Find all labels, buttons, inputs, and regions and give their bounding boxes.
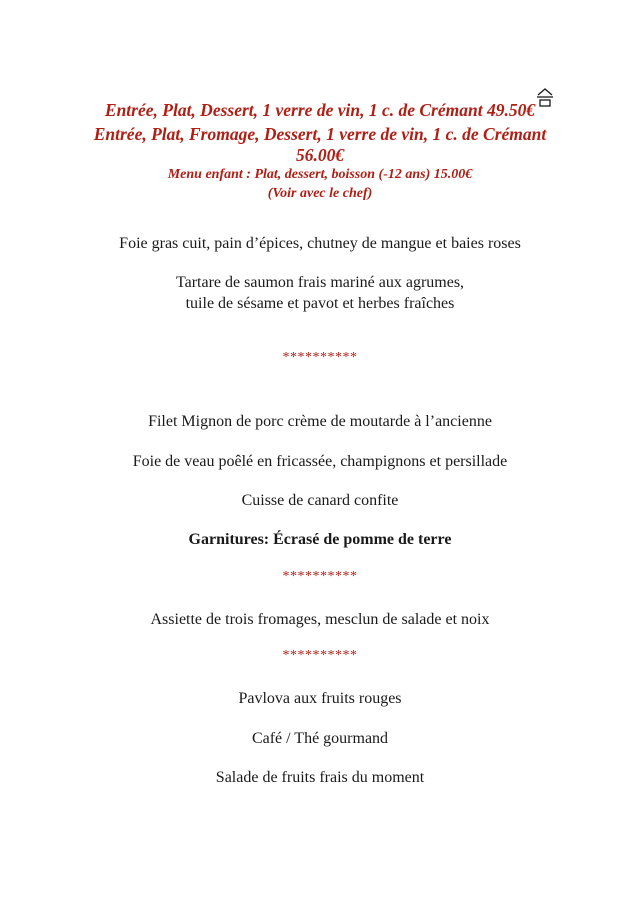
- main-cuisse-canard: Cuisse de canard confite: [241, 492, 399, 509]
- starter-foie-gras: Foie gras cuit, pain d’épices, chutney de mangue et baies roses: [119, 235, 521, 252]
- dessert-pavlova: Pavlova aux fruits rouges: [238, 690, 402, 707]
- separator-2: **********: [282, 569, 358, 584]
- separator-3: **********: [282, 648, 358, 663]
- formula-chef-note: (Voir avec le chef): [267, 186, 373, 201]
- formula-line-1: Entrée, Plat, Dessert, 1 verre de vin, 1 c. de Crémant 49.50€: [104, 100, 536, 120]
- separator-1: **********: [282, 350, 358, 365]
- house-outline-icon: [534, 86, 556, 108]
- cheese-plate: Assiette de trois fromages, mesclun de salade et noix: [150, 611, 490, 628]
- formula-child-menu: Menu enfant : Plat, dessert, boisson (-12 ans) 15.00€: [167, 167, 473, 182]
- formula-line-2: Entrée, Plat, Fromage, Dessert, 1 verre de vin, 1 c. de Crémant: [93, 124, 547, 144]
- dessert-salade-fruits: Salade de fruits frais du moment: [215, 769, 425, 786]
- dessert-cafe-the: Café / Thé gourmand: [251, 730, 389, 747]
- garnish-line: Garnitures: Écrasé de pomme de terre: [188, 531, 452, 548]
- starter-tartare-line-2: tuile de sésame et pavot et herbes fraîches: [185, 295, 455, 312]
- formula-line-3: 56.00€: [295, 145, 345, 165]
- main-foie-de-veau: Foie de veau poêlé en fricassée, champignons et persillade: [132, 453, 508, 470]
- main-filet-mignon: Filet Mignon de porc crème de moutarde à l’ancienne: [148, 413, 492, 430]
- starter-tartare-line-1: Tartare de saumon frais mariné aux agrumes,: [175, 274, 465, 291]
